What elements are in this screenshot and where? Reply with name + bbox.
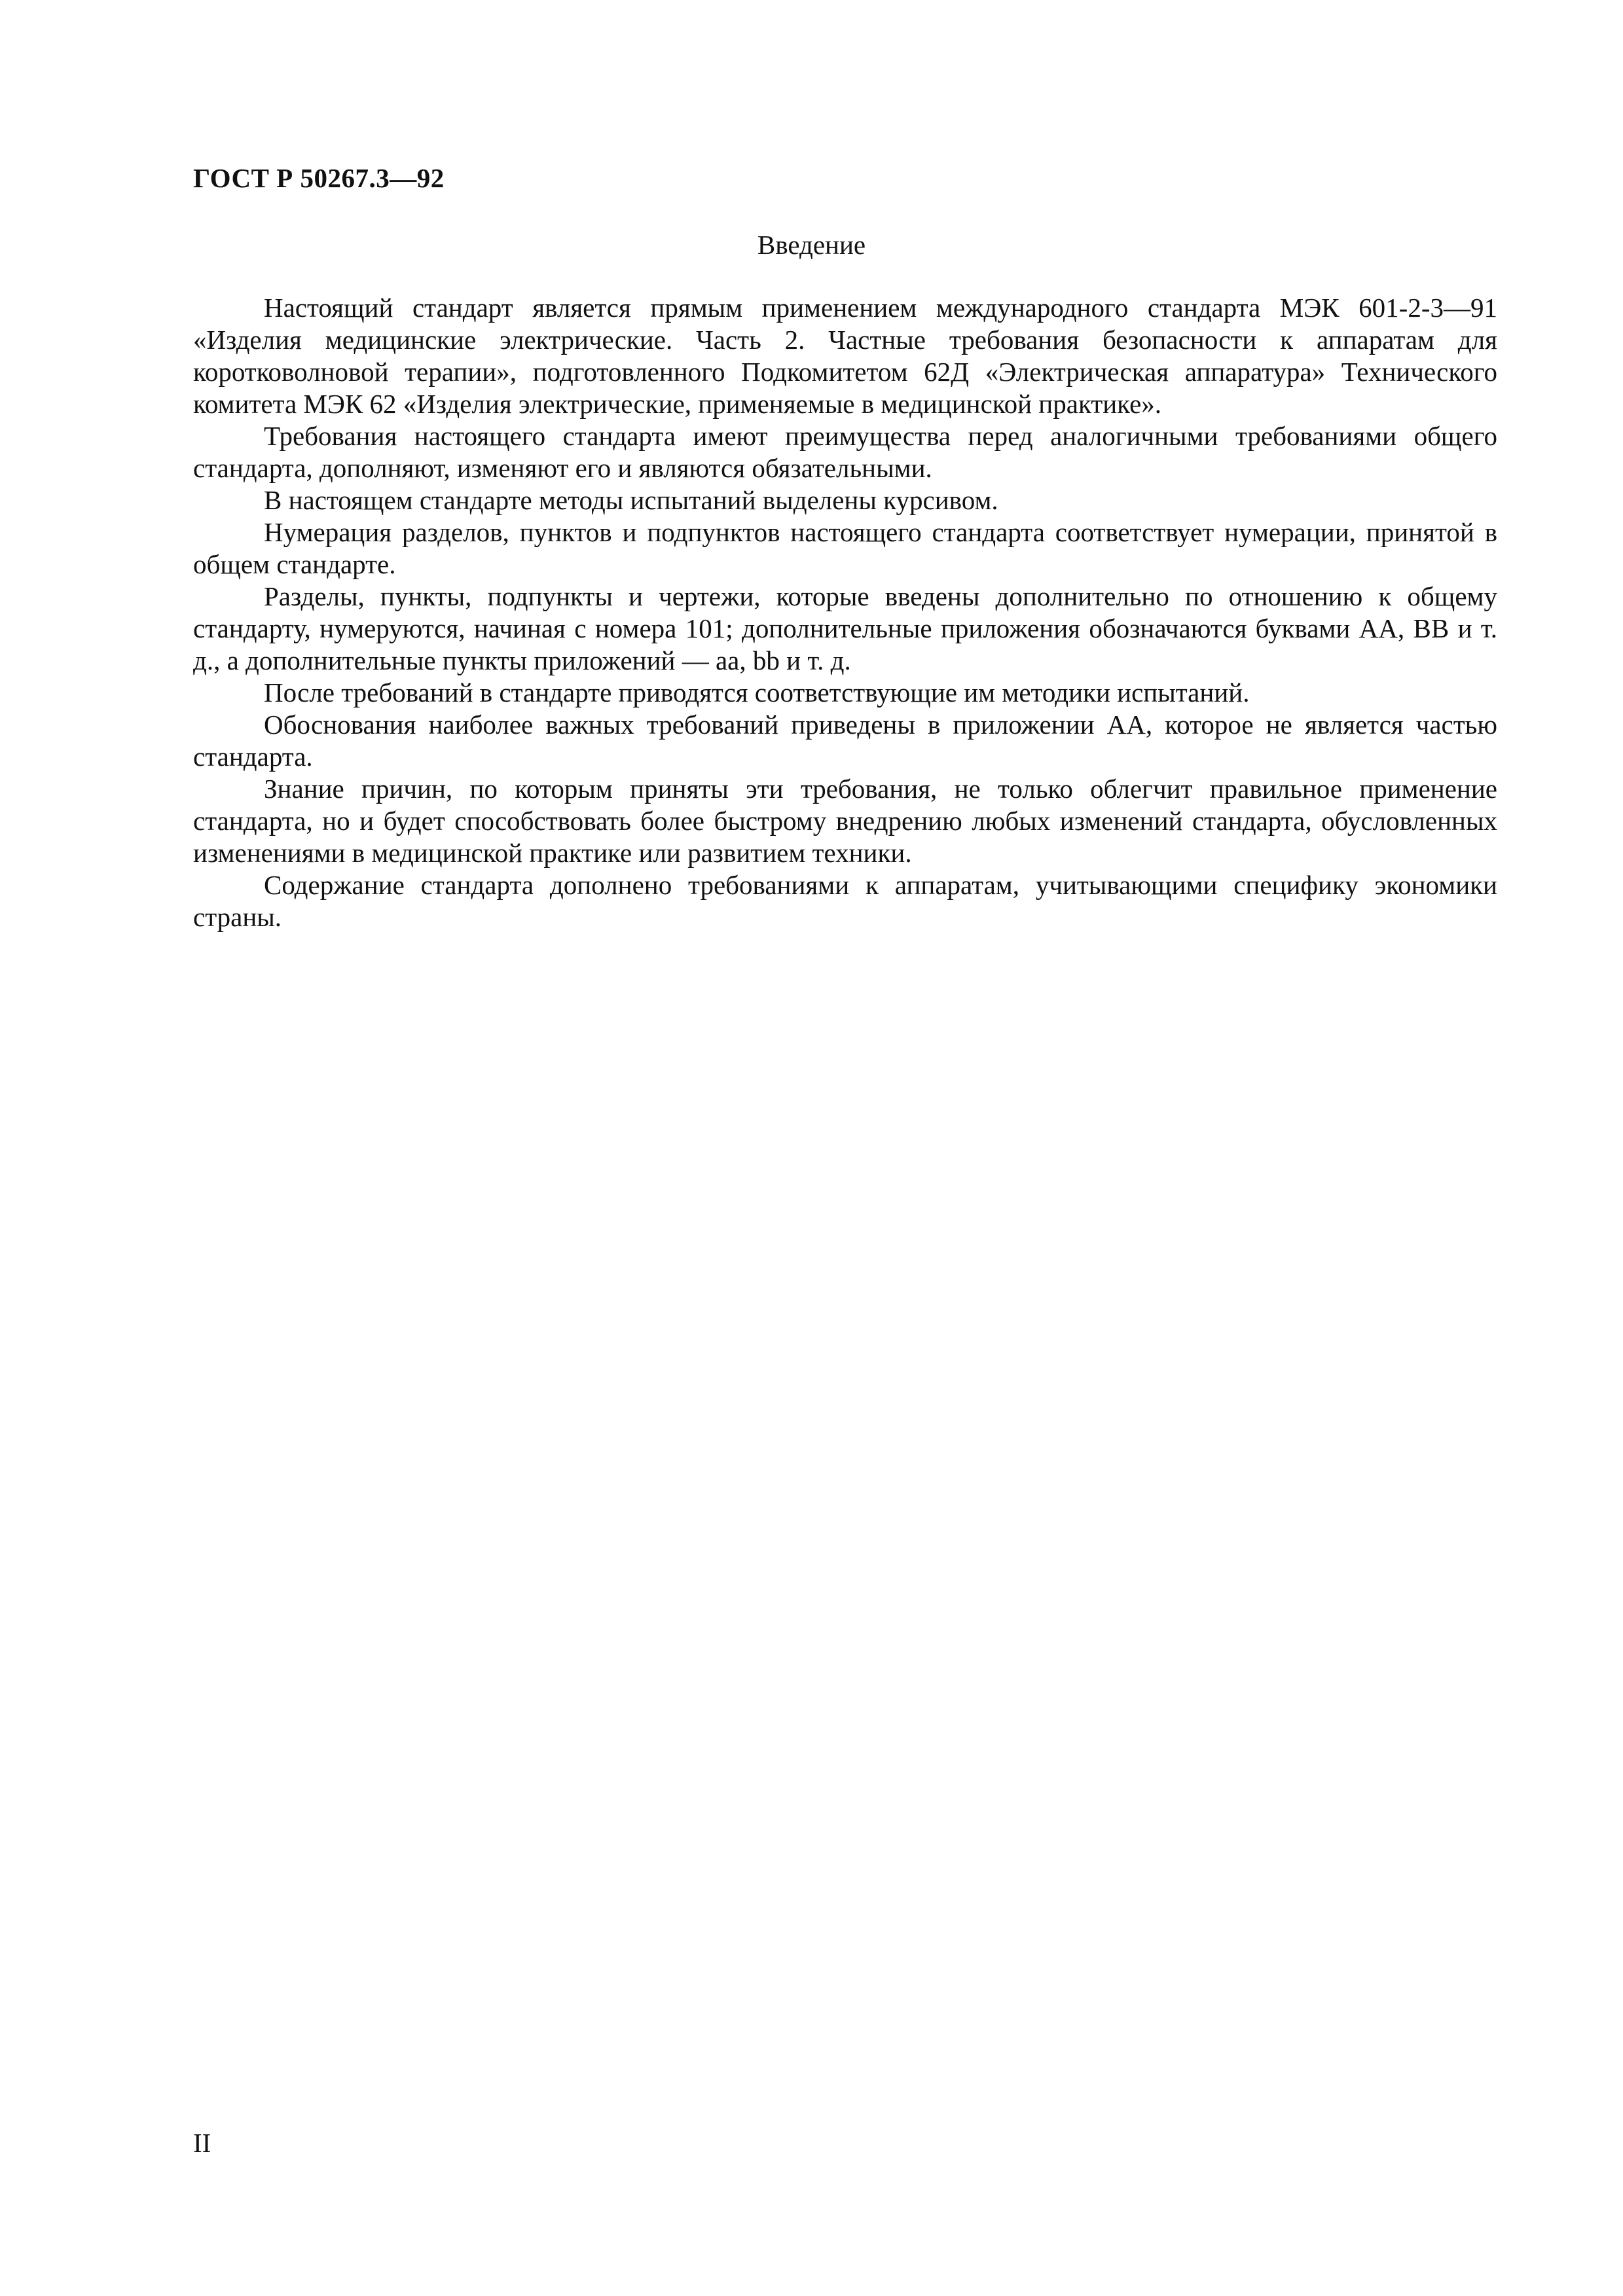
paragraph: Знание причин, по которым приняты эти требования, не только облегчит правильное применение стандарта, но и будет способствовать более быстрому внедрению любых изменений стандарта, обусловленных изменениями в медицинской практике или развитием техники.	[193, 774, 1497, 868]
paragraph: Разделы, пункты, подпункты и чертежи, которые введены дополнительно по отношению к общему стандарту, нумеруются, начиная с номера 101; дополнительные приложения обозначаются буквами АА, ВВ и т. д., а дополнительные пункты приложений — аа, bb и т. д.	[193, 581, 1497, 675]
paragraph: Нумерация разделов, пунктов и подпунктов настоящего стандарта соответствует нумерации, принятой в общем стандарте.	[193, 517, 1497, 579]
section-title: Введение	[757, 230, 866, 260]
paragraph: После требований в стандарте приводятся соответствующие им методики испытаний.	[264, 677, 1250, 708]
paragraph: Настоящий стандарт является прямым применением международного стандарта МЭК 601-2-3—91 «Изделия медицинские электрические. Часть 2. Частные требования безопасности к аппаратам для коротковолновой терапии», подготовленного Подкомитетом 62Д «Электрическая аппаратура» Технического комитета МЭК 62 «Изделия электрические, применяемые в медицинской практике».	[193, 293, 1497, 419]
paragraph: Обоснования наиболее важных требований приведены в приложении АА, которое не является частью стандарта.	[193, 709, 1497, 772]
paragraph: Содержание стандарта дополнено требованиями к аппаратам, учитывающими специфику экономики страны.	[193, 870, 1497, 932]
paragraph: Требования настоящего стандарта имеют преимущества перед аналогичными требованиями общего стандарта, дополняют, изменяют его и являются обязательными.	[193, 421, 1497, 483]
page-number: II	[193, 2128, 211, 2158]
document-body	[193, 292, 1497, 933]
paragraph: В настоящем стандарте методы испытаний выделены курсивом.	[264, 485, 998, 515]
document-header: ГОСТ Р 50267.3—92	[193, 163, 445, 193]
